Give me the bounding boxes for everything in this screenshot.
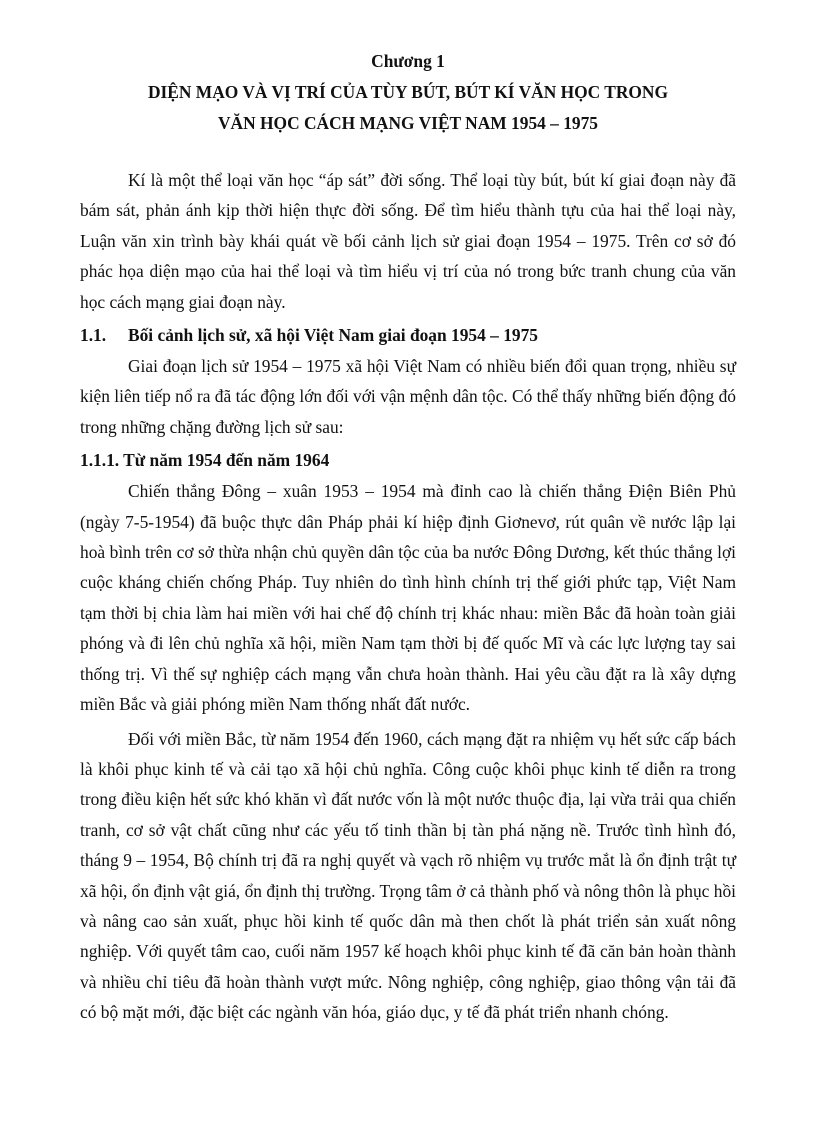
chapter-heading <box>80 46 736 139</box>
section-1-1-title: Bối cảnh lịch sử, xã hội Việt Nam giai đoạn 1954 – 1975 <box>128 325 538 346</box>
section-1-1-1-heading: 1.1.1. Từ năm 1954 đến năm 1964 <box>80 450 330 471</box>
section-1-1-1-paragraph-1: Chiến thắng Đông – xuân 1953 – 1954 mà đỉnh cao là chiến thắng Điện Biên Phủ (ngày 7-5-1954) đã buộc thực dân Pháp phải kí hiệp định Giơnevơ, rút quân về nước lập lại hoà bình trên cơ sở thừa nhận chủ quyền dân tộc của ba nước Đông Dương, kết thúc thắng lợi cuộc kháng chiến chống Pháp. Tuy nhiên do tình hình chính trị thế giới phức tạp, Việt Nam tạm thời bị chia làm hai miền với hai chế độ chính trị khác nhau: miền Bắc đã hoàn toàn giải phóng và đi lên chủ nghĩa xã hội, miền Nam tạm thời bị đế quốc Mĩ và các lực lượng tay sai thống trị. Vì thế sự nghiệp cách mạng vẫn chưa hoàn thành. Hai yêu cầu đặt ra là xây dựng miền Bắc và giải phóng miền Nam thống nhất đất nước. <box>80 481 736 715</box>
chapter-title-line-2: VĂN HỌC CÁCH MẠNG VIỆT NAM 1954 – 1975 <box>217 113 599 133</box>
chapter-label: Chương 1 <box>371 51 445 71</box>
section-1-1-heading <box>80 319 736 351</box>
section-1-1-1-paragraph-2: Đối với miền Bắc, từ năm 1954 đến 1960, cách mạng đặt ra nhiệm vụ hết sức cấp bách là khôi phục kinh tế và cải tạo xã hội chủ nghĩa. Công cuộc khôi phục kinh tế diễn ra trong trong điều kiện hết sức khó khăn vì đất nước vốn là một nước thuộc địa, lại vừa trải qua chiến tranh, cơ sở vật chất cũng như các yếu tố tinh thần bị tàn phá nặng nề. Trước tình hình đó, tháng 9 – 1954, Bộ chính trị đã ra nghị quyết và vạch rõ nhiệm vụ trước mắt là ổn định trật tự xã hội, ổn định vật giá, ổn định thị trường. Trọng tâm ở cả thành phố và nông thôn là phục hồi và nâng cao sản xuất, phục hồi kinh tế quốc dân mà then chốt là phát triển sản xuất nông nghiệp. Với quyết tâm cao, cuối năm 1957 kế hoạch khôi phục kinh tế đã căn bản hoàn thành và nhiều chỉ tiêu đã hoàn thành vượt mức. Nông nghiệp, công nghiệp, giao thông vận tải đã có bộ mặt mới, đặc biệt các ngành văn hóa, giáo dục, y tế đã phát triển nhanh chóng. <box>80 728 736 1023</box>
intro-paragraph: Kí là một thể loại văn học “áp sát” đời sống. Thể loại tùy bút, bút kí giai đoạn này đã bám sát, phản ánh kịp thời hiện thực đời sống. Để tìm hiểu thành tựu của hai thể loại này, Luận văn xin trình bày khái quát về bối cảnh lịch sử giai đoạn 1954 – 1975. Trên cơ sở đó phác họa diện mạo của hai thể loại và tìm hiểu vị trí của nó trong bức tranh chung của văn học cách mạng giai đoạn này. <box>80 170 736 312</box>
chapter-title-line-1: DIỆN MẠO VÀ VỊ TRÍ CỦA TÙY BÚT, BÚT KÍ VĂN HỌC TRONG <box>147 82 669 102</box>
section-1-1-paragraph: Giai đoạn lịch sử 1954 – 1975 xã hội Việt Nam có nhiều biến đổi quan trọng, nhiều sự kiện liên tiếp nổ ra đã tác động lớn đối với vận mệnh dân tộc. Có thể thấy những biến động đó trong những chặng đường lịch sử sau: <box>80 356 736 437</box>
section-1-1-number: 1.1. <box>80 325 107 346</box>
